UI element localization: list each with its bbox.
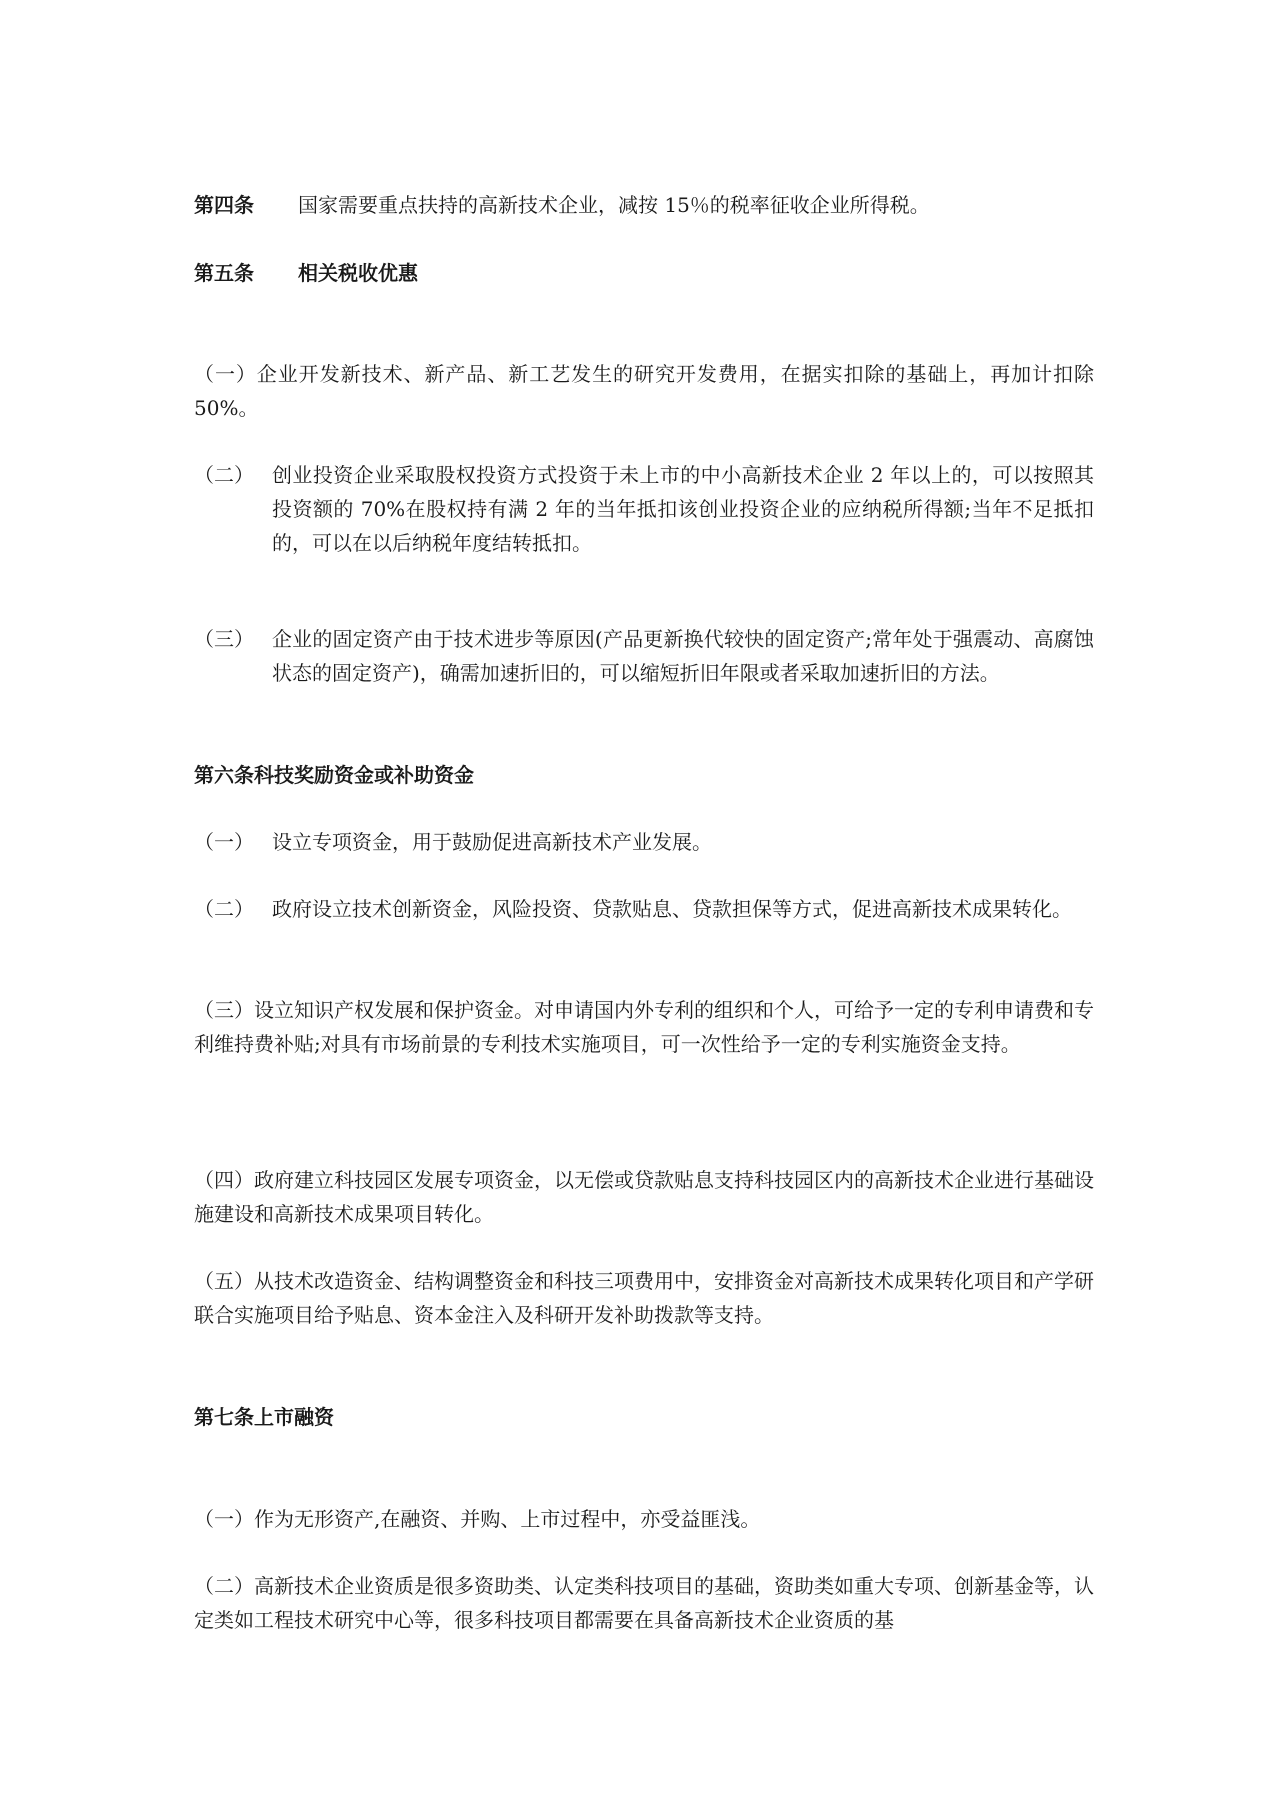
article-5-title: 相关税收优惠 [298,261,418,285]
article-6-item-5: （五）从技术改造资金、结构调整资金和科技三项费用中，安排资金对高新技术成果转化项目和产学研联合实施项目给予贴息、资本金注入及科研开发补助拨款等支持。 [194,1269,1094,1327]
article-5-item-2-label: （二） [194,463,254,487]
article-5-item-1: （一）企业开发新技术、新产品、新工艺发生的研究开发费用，在据实扣除的基础上，再加计扣除 50%。 [194,362,1094,420]
article-6-item-1 [194,825,1094,859]
article-6-item-3: （三）设立知识产权发展和保护资金。对申请国内外专利的组织和个人，可给予一定的专利申请费和专利维持费补贴;对具有市场前景的专利技术实施项目，可一次性给予一定的专利实施资金支持。 [194,998,1094,1056]
article-5-item-3-text: 企业的固定资产由于技术进步等原因(产品更新换代较快的固定资产;常年处于强震动、高腐蚀状态的固定资产)，确需加速折旧的，可以缩短折旧年限或者采取加速折旧的方法。 [272,627,1094,685]
article-5-item-3-label: （三） [194,627,254,651]
article-5-heading [194,256,1094,290]
article-7-item-1: （一）作为无形资产,在融资、并购、上市过程中，亦受益匪浅。 [194,1507,761,1531]
article-6-item-1-label: （一） [194,830,254,854]
article-4-label: 第四条 [194,193,254,217]
article-6-item-2-label: （二） [194,897,254,921]
article-5-item-3 [194,622,1094,690]
article-6-item-1-text: 设立专项资金，用于鼓励促进高新技术产业发展。 [272,830,712,854]
article-5-item-2 [194,458,1094,560]
article-6-item-4: （四）政府建立科技园区发展专项资金，以无偿或贷款贴息支持科技园区内的高新技术企业进行基础设施建设和高新技术成果项目转化。 [194,1168,1094,1226]
article-6-title: 第六条科技奖励资金或补助资金 [194,763,474,787]
article-7-title: 第七条上市融资 [194,1405,334,1429]
article-5-item-2-text: 创业投资企业采取股权投资方式投资于未上市的中小高新技术企业 2 年以上的，可以按照其投资额的 70%在股权持有满 2 年的当年抵扣该创业投资企业的应纳税所得额;当年不足抵扣的，可以在以后纳税年度结转抵扣。 [272,463,1094,555]
article-5-label: 第五条 [194,261,254,285]
article-6-item-2-text: 政府设立技术创新资金，风险投资、贷款贴息、贷款担保等方式，促进高新技术成果转化。 [272,897,1072,921]
article-6-item-2 [194,892,1094,926]
article-4 [194,188,1094,222]
article-7-item-2: （二）高新技术企业资质是很多资助类、认定类科技项目的基础，资助类如重大专项、创新基金等，认定类如工程技术研究中心等，很多科技项目都需要在具备高新技术企业资质的基 [194,1574,1094,1632]
article-4-text: 国家需要重点扶持的高新技术企业，减按 15％的税率征收企业所得税。 [298,193,930,217]
